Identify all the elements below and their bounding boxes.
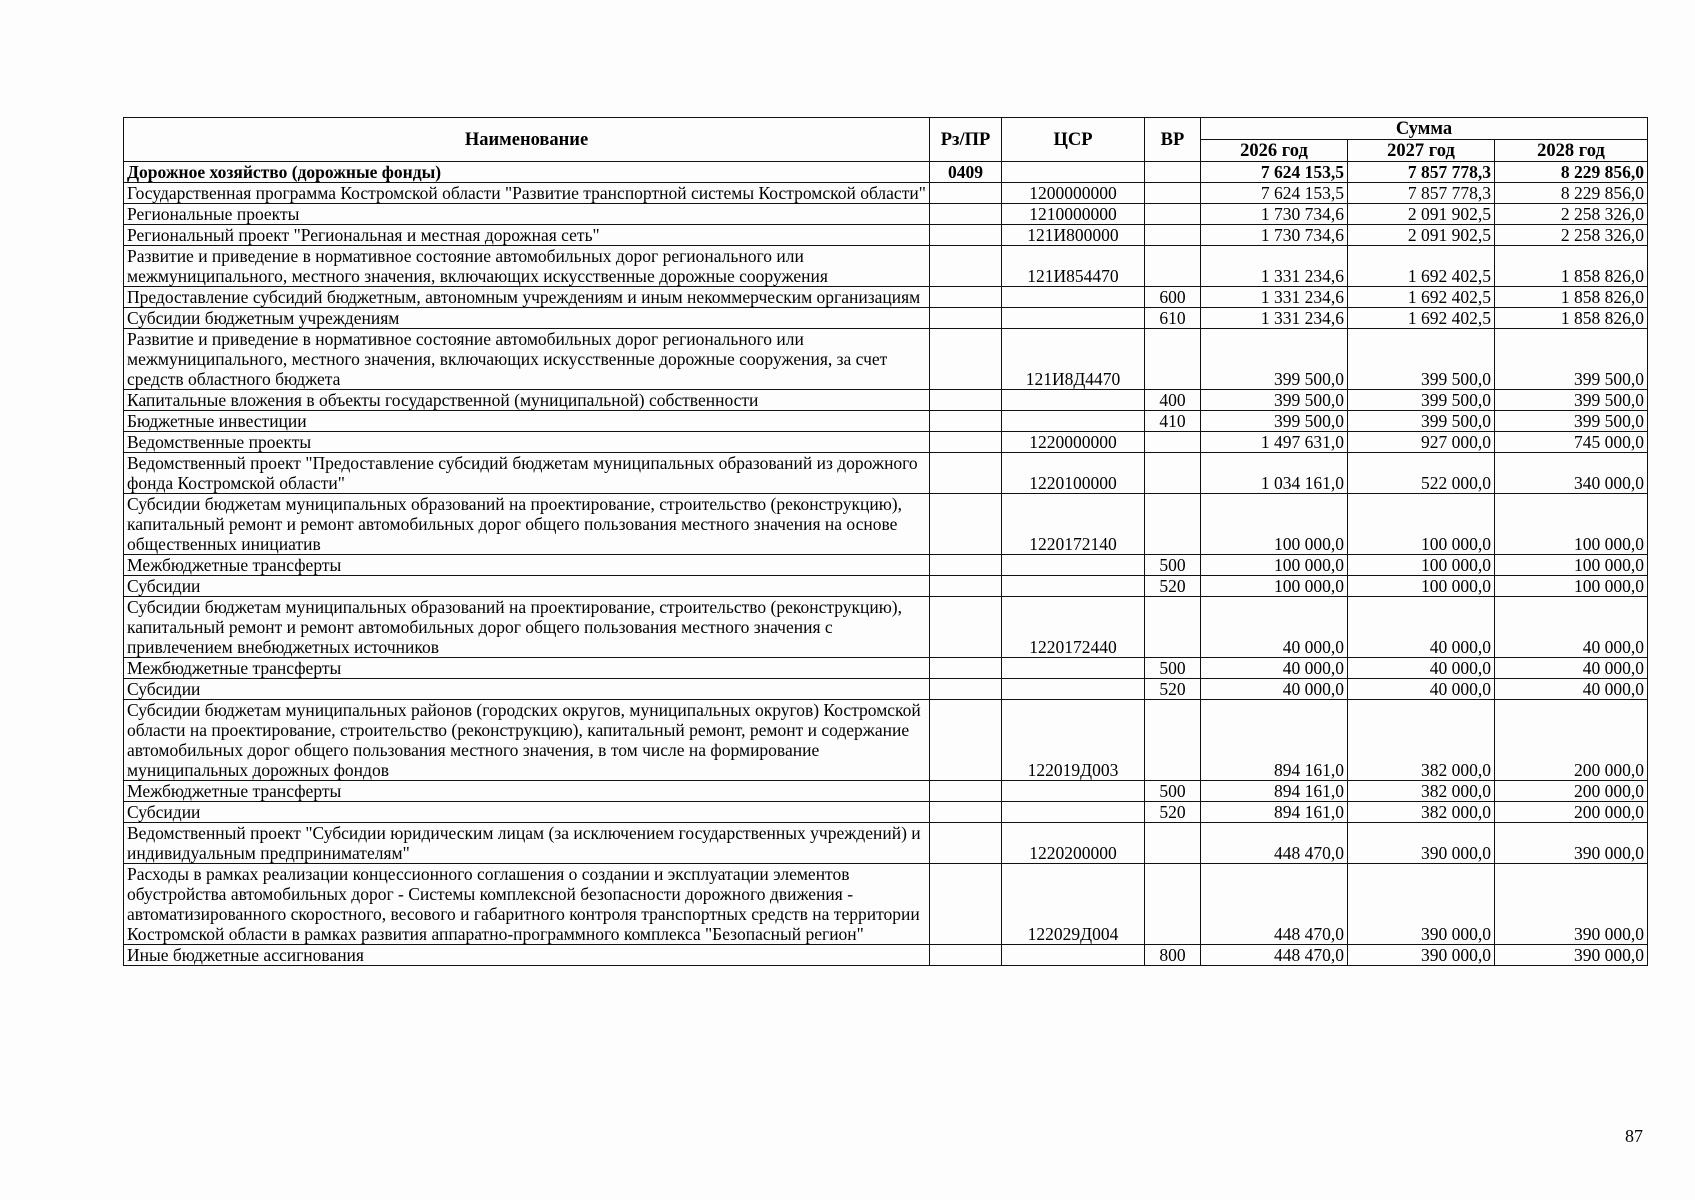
- table-row: [124, 411, 1648, 432]
- cell-csr: [1002, 162, 1145, 183]
- cell-2027: 382 000,0: [1348, 781, 1495, 802]
- cell-vr: [1145, 864, 1201, 945]
- table-row: [124, 555, 1648, 576]
- cell-2028: 1 858 826,0: [1495, 246, 1648, 287]
- cell-vr: [1145, 700, 1201, 781]
- cell-2028: 40 000,0: [1495, 597, 1648, 658]
- cell-rzpr: [930, 329, 1002, 390]
- cell-name: Развитие и приведение в нормативное состояние автомобильных дорог регионального или межмуниципального, местного значения, включающих искусственные дорожные сооружения, за счет средств областного бюджета: [124, 329, 930, 390]
- cell-2027: 40 000,0: [1348, 658, 1495, 679]
- cell-vr: 600: [1145, 287, 1201, 308]
- table-row: [124, 802, 1648, 823]
- cell-2026: 399 500,0: [1201, 329, 1348, 390]
- cell-name: Ведомственный проект "Предоставление субсидий бюджетам муниципальных образований из дорожного фонда Костромской области": [124, 453, 930, 494]
- cell-csr: 1220000000: [1002, 432, 1145, 453]
- cell-vr: [1145, 329, 1201, 390]
- cell-2027: 522 000,0: [1348, 453, 1495, 494]
- cell-2027: 399 500,0: [1348, 390, 1495, 411]
- budget-table: [123, 117, 1648, 966]
- cell-2026: 100 000,0: [1201, 494, 1348, 555]
- cell-2026: 1 331 234,6: [1201, 287, 1348, 308]
- cell-vr: [1145, 453, 1201, 494]
- cell-2028: 100 000,0: [1495, 555, 1648, 576]
- cell-vr: 520: [1145, 802, 1201, 823]
- cell-2028: 399 500,0: [1495, 390, 1648, 411]
- cell-vr: [1145, 494, 1201, 555]
- cell-vr: 520: [1145, 679, 1201, 700]
- header-year-2028: 2028 год: [1495, 140, 1648, 162]
- cell-2026: 448 470,0: [1201, 864, 1348, 945]
- cell-2028: 2 258 326,0: [1495, 204, 1648, 225]
- cell-name: Развитие и приведение в нормативное состояние автомобильных дорог регионального или межмуниципального, местного значения, включающих искусственные дорожные сооружения: [124, 246, 930, 287]
- table-row: [124, 390, 1648, 411]
- cell-2028: 1 858 826,0: [1495, 308, 1648, 329]
- cell-2027: 7 857 778,3: [1348, 162, 1495, 183]
- cell-rzpr: [930, 597, 1002, 658]
- cell-2027: 390 000,0: [1348, 945, 1495, 966]
- cell-2028: 390 000,0: [1495, 823, 1648, 864]
- table-row: [124, 864, 1648, 945]
- cell-rzpr: [930, 246, 1002, 287]
- cell-2028: 8 229 856,0: [1495, 183, 1648, 204]
- cell-2026: 1 331 234,6: [1201, 308, 1348, 329]
- table-body: [124, 162, 1648, 966]
- cell-csr: [1002, 555, 1145, 576]
- cell-vr: 500: [1145, 555, 1201, 576]
- cell-vr: [1145, 432, 1201, 453]
- cell-2027: 40 000,0: [1348, 597, 1495, 658]
- cell-rzpr: [930, 183, 1002, 204]
- cell-vr: 400: [1145, 390, 1201, 411]
- header-year-2026: 2026 год: [1201, 140, 1348, 162]
- cell-csr: 121И854470: [1002, 246, 1145, 287]
- cell-csr: 121И800000: [1002, 225, 1145, 246]
- header-year-2027: 2027 год: [1348, 140, 1495, 162]
- cell-2027: 7 857 778,3: [1348, 183, 1495, 204]
- cell-rzpr: [930, 781, 1002, 802]
- cell-name: Ведомственный проект "Субсидии юридическим лицам (за исключением государственных учреждений) и индивидуальным предпринимателям": [124, 823, 930, 864]
- cell-2028: 2 258 326,0: [1495, 225, 1648, 246]
- table-row: [124, 204, 1648, 225]
- cell-csr: 122019Д003: [1002, 700, 1145, 781]
- table-row: [124, 823, 1648, 864]
- cell-csr: 1210000000: [1002, 204, 1145, 225]
- cell-2028: 40 000,0: [1495, 658, 1648, 679]
- cell-vr: 610: [1145, 308, 1201, 329]
- cell-2026: 894 161,0: [1201, 700, 1348, 781]
- cell-2028: 100 000,0: [1495, 576, 1648, 597]
- table-row: [124, 453, 1648, 494]
- cell-name: Дорожное хозяйство (дорожные фонды): [124, 162, 930, 183]
- cell-rzpr: [930, 453, 1002, 494]
- cell-2027: 40 000,0: [1348, 679, 1495, 700]
- cell-2027: 2 091 902,5: [1348, 204, 1495, 225]
- cell-2027: 100 000,0: [1348, 555, 1495, 576]
- header-sum: Сумма: [1201, 118, 1648, 140]
- cell-2026: 399 500,0: [1201, 411, 1348, 432]
- cell-name: Ведомственные проекты: [124, 432, 930, 453]
- cell-vr: [1145, 597, 1201, 658]
- cell-2027: 390 000,0: [1348, 823, 1495, 864]
- cell-csr: 1200000000: [1002, 183, 1145, 204]
- table-row: [124, 700, 1648, 781]
- cell-name: Иные бюджетные ассигнования: [124, 945, 930, 966]
- table-row: [124, 246, 1648, 287]
- table-row: [124, 225, 1648, 246]
- cell-rzpr: [930, 700, 1002, 781]
- cell-csr: [1002, 576, 1145, 597]
- cell-2028: 1 858 826,0: [1495, 287, 1648, 308]
- cell-2028: 399 500,0: [1495, 411, 1648, 432]
- cell-name: Субсидии: [124, 802, 930, 823]
- cell-2026: 100 000,0: [1201, 576, 1348, 597]
- cell-rzpr: [930, 411, 1002, 432]
- cell-rzpr: [930, 432, 1002, 453]
- cell-2026: 399 500,0: [1201, 390, 1348, 411]
- cell-name: Межбюджетные трансферты: [124, 555, 930, 576]
- cell-vr: [1145, 162, 1201, 183]
- cell-2027: 927 000,0: [1348, 432, 1495, 453]
- cell-csr: [1002, 781, 1145, 802]
- cell-name: Капитальные вложения в объекты государственной (муниципальной) собственности: [124, 390, 930, 411]
- cell-rzpr: [930, 864, 1002, 945]
- table-row: [124, 597, 1648, 658]
- cell-2028: 745 000,0: [1495, 432, 1648, 453]
- cell-csr: 1220172440: [1002, 597, 1145, 658]
- cell-csr: [1002, 411, 1145, 432]
- cell-2026: 1 497 631,0: [1201, 432, 1348, 453]
- cell-2027: 2 091 902,5: [1348, 225, 1495, 246]
- cell-rzpr: [930, 390, 1002, 411]
- cell-csr: [1002, 308, 1145, 329]
- cell-rzpr: [930, 555, 1002, 576]
- cell-rzpr: [930, 945, 1002, 966]
- cell-csr: [1002, 658, 1145, 679]
- cell-2027: 382 000,0: [1348, 700, 1495, 781]
- table-row: [124, 658, 1648, 679]
- cell-2027: 1 692 402,5: [1348, 287, 1495, 308]
- cell-csr: 1220172140: [1002, 494, 1145, 555]
- cell-2027: 399 500,0: [1348, 329, 1495, 390]
- cell-vr: 410: [1145, 411, 1201, 432]
- table-row: [124, 576, 1648, 597]
- cell-csr: [1002, 679, 1145, 700]
- cell-2028: 200 000,0: [1495, 700, 1648, 781]
- cell-name: Субсидии бюджетам муниципальных образований на проектирование, строительство (реконструкцию), капитальный ремонт и ремонт автомобильных дорог общего пользования местного значения на основе общественных инициатив: [124, 494, 930, 555]
- cell-rzpr: 0409: [930, 162, 1002, 183]
- table-row: [124, 494, 1648, 555]
- table-row: [124, 162, 1648, 183]
- cell-name: Региональный проект "Региональная и местная дорожная сеть": [124, 225, 930, 246]
- cell-2027: 390 000,0: [1348, 864, 1495, 945]
- table-row: [124, 781, 1648, 802]
- cell-2026: 1 730 734,6: [1201, 225, 1348, 246]
- cell-name: Государственная программа Костромской области "Развитие транспортной системы Костромской области": [124, 183, 930, 204]
- cell-2028: 390 000,0: [1495, 864, 1648, 945]
- cell-csr: [1002, 945, 1145, 966]
- table-row: [124, 679, 1648, 700]
- table-row: [124, 308, 1648, 329]
- page-number: 87: [1625, 1126, 1643, 1146]
- cell-2027: 1 692 402,5: [1348, 308, 1495, 329]
- cell-rzpr: [930, 802, 1002, 823]
- header-rzpr: Рз/ПР: [930, 118, 1002, 162]
- cell-vr: [1145, 225, 1201, 246]
- table-row: [124, 945, 1648, 966]
- table-row: [124, 183, 1648, 204]
- table-row: [124, 329, 1648, 390]
- cell-rzpr: [930, 576, 1002, 597]
- cell-rzpr: [930, 494, 1002, 555]
- cell-vr: [1145, 246, 1201, 287]
- cell-2026: 448 470,0: [1201, 945, 1348, 966]
- cell-2026: 100 000,0: [1201, 555, 1348, 576]
- cell-name: Субсидии бюджетам муниципальных районов (городских округов, муниципальных округов) Костромской области на проектирование, строительство (реконструкцию), капитальный ремонт, ремонт и содержание автомобильных дорог общего пользования местного значения, в том числе на формирование муниципальных дорожных фондов: [124, 700, 930, 781]
- cell-2028: 200 000,0: [1495, 781, 1648, 802]
- cell-2027: 100 000,0: [1348, 576, 1495, 597]
- cell-2027: 382 000,0: [1348, 802, 1495, 823]
- cell-csr: 1220200000: [1002, 823, 1145, 864]
- cell-2026: 40 000,0: [1201, 679, 1348, 700]
- header-vr: ВР: [1145, 118, 1201, 162]
- cell-rzpr: [930, 658, 1002, 679]
- cell-2026: 894 161,0: [1201, 781, 1348, 802]
- cell-2026: 448 470,0: [1201, 823, 1348, 864]
- cell-2026: 1 730 734,6: [1201, 204, 1348, 225]
- cell-name: Межбюджетные трансферты: [124, 781, 930, 802]
- cell-name: Региональные проекты: [124, 204, 930, 225]
- cell-rzpr: [930, 679, 1002, 700]
- cell-rzpr: [930, 823, 1002, 864]
- cell-2026: 894 161,0: [1201, 802, 1348, 823]
- cell-2026: 1 034 161,0: [1201, 453, 1348, 494]
- cell-2028: 390 000,0: [1495, 945, 1648, 966]
- cell-2028: 8 229 856,0: [1495, 162, 1648, 183]
- cell-rzpr: [930, 308, 1002, 329]
- cell-name: Бюджетные инвестиции: [124, 411, 930, 432]
- cell-2027: 100 000,0: [1348, 494, 1495, 555]
- cell-csr: [1002, 802, 1145, 823]
- cell-2027: 399 500,0: [1348, 411, 1495, 432]
- cell-2028: 399 500,0: [1495, 329, 1648, 390]
- cell-name: Субсидии: [124, 679, 930, 700]
- cell-vr: [1145, 183, 1201, 204]
- cell-rzpr: [930, 204, 1002, 225]
- cell-2028: 200 000,0: [1495, 802, 1648, 823]
- cell-2028: 40 000,0: [1495, 679, 1648, 700]
- cell-csr: [1002, 287, 1145, 308]
- cell-csr: 122029Д004: [1002, 864, 1145, 945]
- table-row: [124, 432, 1648, 453]
- cell-2028: 100 000,0: [1495, 494, 1648, 555]
- cell-2026: 40 000,0: [1201, 597, 1348, 658]
- cell-2026: 1 331 234,6: [1201, 246, 1348, 287]
- cell-vr: 500: [1145, 781, 1201, 802]
- cell-vr: [1145, 823, 1201, 864]
- cell-vr: 500: [1145, 658, 1201, 679]
- cell-2027: 1 692 402,5: [1348, 246, 1495, 287]
- header-csr: ЦСР: [1002, 118, 1145, 162]
- cell-csr: 1220100000: [1002, 453, 1145, 494]
- cell-2026: 7 624 153,5: [1201, 183, 1348, 204]
- cell-name: Субсидии: [124, 576, 930, 597]
- header-name: Наименование: [124, 118, 930, 162]
- cell-name: Субсидии бюджетам муниципальных образований на проектирование, строительство (реконструкцию), капитальный ремонт и ремонт автомобильных дорог общего пользования местного значения с привлечением внебюджетных источников: [124, 597, 930, 658]
- cell-csr: 121И8Д4470: [1002, 329, 1145, 390]
- cell-rzpr: [930, 225, 1002, 246]
- cell-2026: 40 000,0: [1201, 658, 1348, 679]
- cell-name: Межбюджетные трансферты: [124, 658, 930, 679]
- cell-vr: [1145, 204, 1201, 225]
- cell-rzpr: [930, 287, 1002, 308]
- cell-vr: 520: [1145, 576, 1201, 597]
- table-row: [124, 287, 1648, 308]
- cell-csr: [1002, 390, 1145, 411]
- cell-2028: 340 000,0: [1495, 453, 1648, 494]
- cell-name: Субсидии бюджетным учреждениям: [124, 308, 930, 329]
- cell-name: Расходы в рамках реализации концессионного соглашения о создании и эксплуатации элементов обустройства автомобильных дорог - Системы комплексной безопасности дорожного движения - автоматизированного скоростного, весового и габаритного контроля транспортных средств на территории Костромской области в рамках развития аппаратно-программного комплекса "Безопасный регион": [124, 864, 930, 945]
- cell-vr: 800: [1145, 945, 1201, 966]
- table-header: [124, 118, 1648, 162]
- cell-2026: 7 624 153,5: [1201, 162, 1348, 183]
- cell-name: Предоставление субсидий бюджетным, автономным учреждениям и иным некоммерческим организациям: [124, 287, 930, 308]
